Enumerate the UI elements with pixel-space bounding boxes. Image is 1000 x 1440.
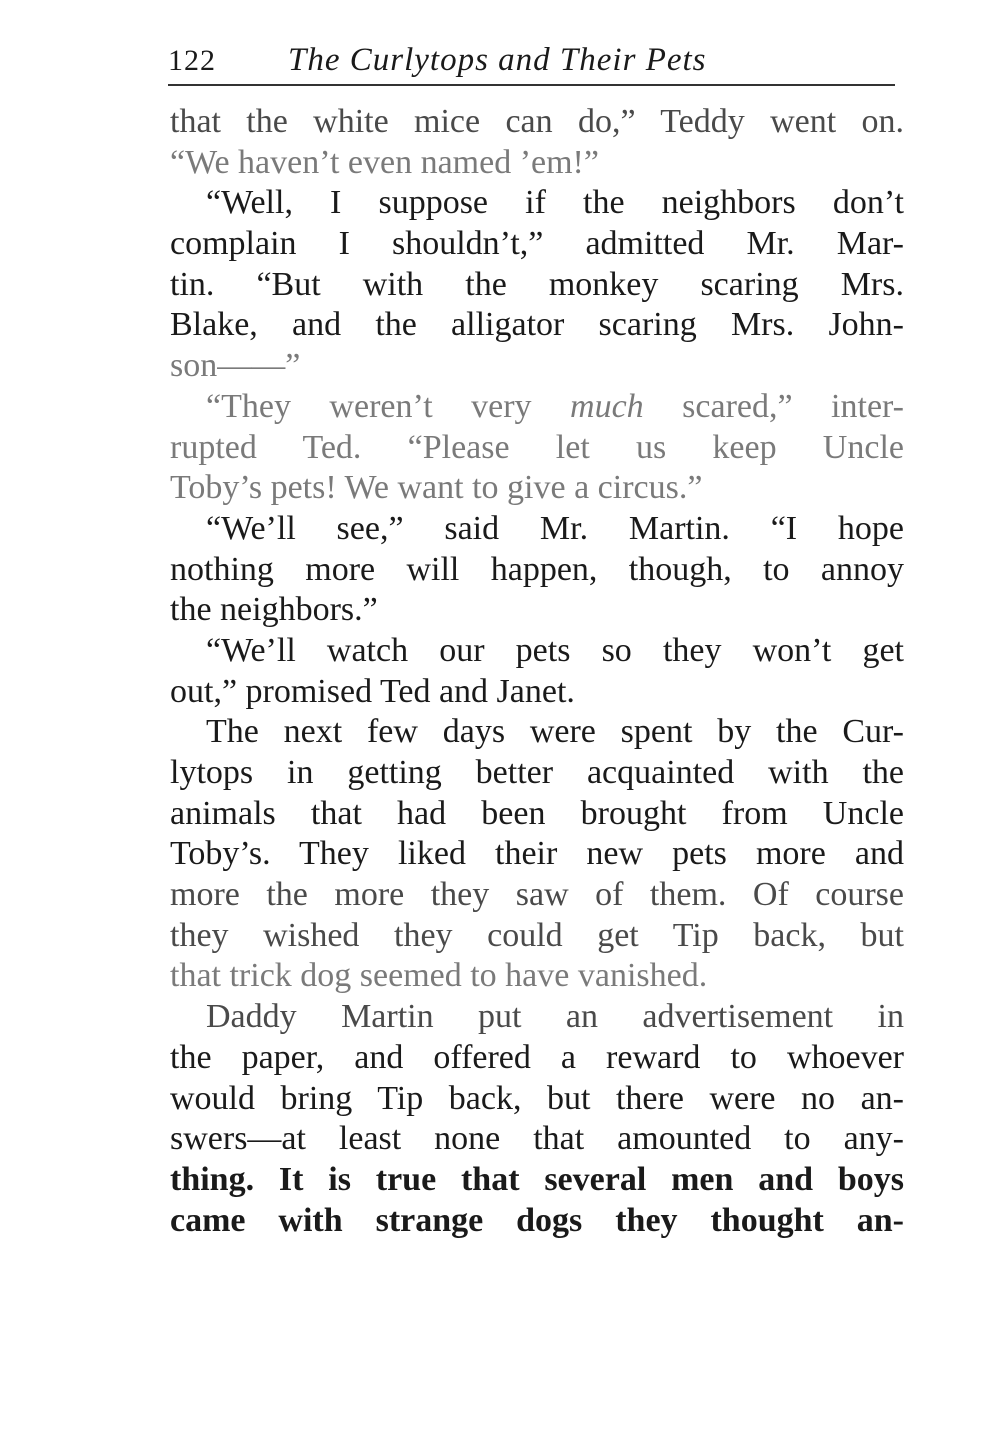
text-line: the paper, and offered a reward to whoever xyxy=(170,1038,904,1076)
text-line: “We’ll see,” said Mr. Martin. “I hope xyxy=(206,509,904,547)
text-line: came with strange dogs they thought an- xyxy=(170,1201,904,1239)
text-line: would bring Tip back, but there were no an- xyxy=(170,1079,904,1117)
text-line: that trick dog seemed to have vanished. xyxy=(170,957,708,995)
text-line: thing. It is true that several men and boys xyxy=(170,1160,904,1198)
page-number: 122 xyxy=(168,44,216,77)
text-line: Blake, and the alligator scaring Mrs. John- xyxy=(170,306,904,344)
body-text xyxy=(170,102,904,1241)
text-line: lytops in getting better acquainted with the xyxy=(170,754,904,791)
text-line: out,” promised Ted and Janet. xyxy=(170,672,575,710)
text-line: “Well, I suppose if the neighbors don’t xyxy=(206,184,904,222)
text-line: they wished they could get Tip back, but xyxy=(170,916,904,954)
text-line: more the more they saw of them. Of course xyxy=(170,876,904,914)
text-segment: “They weren’t very xyxy=(206,387,532,425)
header-rule xyxy=(168,84,895,86)
text-line: swers—at least none that amounted to any- xyxy=(170,1120,904,1158)
text-line: Toby’s pets! We want to give a circus.” xyxy=(170,469,703,507)
book-title: The Curlytops and Their Pets xyxy=(288,42,707,78)
text-line: Toby’s. They liked their new pets more and xyxy=(170,835,904,873)
text-line: son——” xyxy=(170,347,301,385)
text-line: nothing more will happen, though, to annoy xyxy=(170,550,904,588)
text-line: complain I shouldn’t,” admitted Mr. Mar- xyxy=(170,225,904,263)
running-head xyxy=(168,40,898,84)
text-line: The next few days were spent by the Cur- xyxy=(206,713,904,751)
text-line: tin. “But with the monkey scaring Mrs. xyxy=(170,265,904,303)
text-segment: scared,” inter- xyxy=(643,387,905,425)
italic-word: much xyxy=(570,387,644,425)
text-line: the neighbors.” xyxy=(170,591,378,629)
text-line: rupted Ted. “Please let us keep Uncle xyxy=(170,428,904,466)
text-line: “We’ll watch our pets so they won’t get xyxy=(206,631,904,669)
text-line: animals that had been brought from Uncle xyxy=(170,794,904,832)
text-line: that the white mice can do,” Teddy went on. xyxy=(170,103,904,140)
text-line: Daddy Martin put an advertisement in xyxy=(206,998,904,1036)
text-line xyxy=(170,387,904,428)
text-line: “We haven’t even named ’em!” xyxy=(170,143,599,181)
